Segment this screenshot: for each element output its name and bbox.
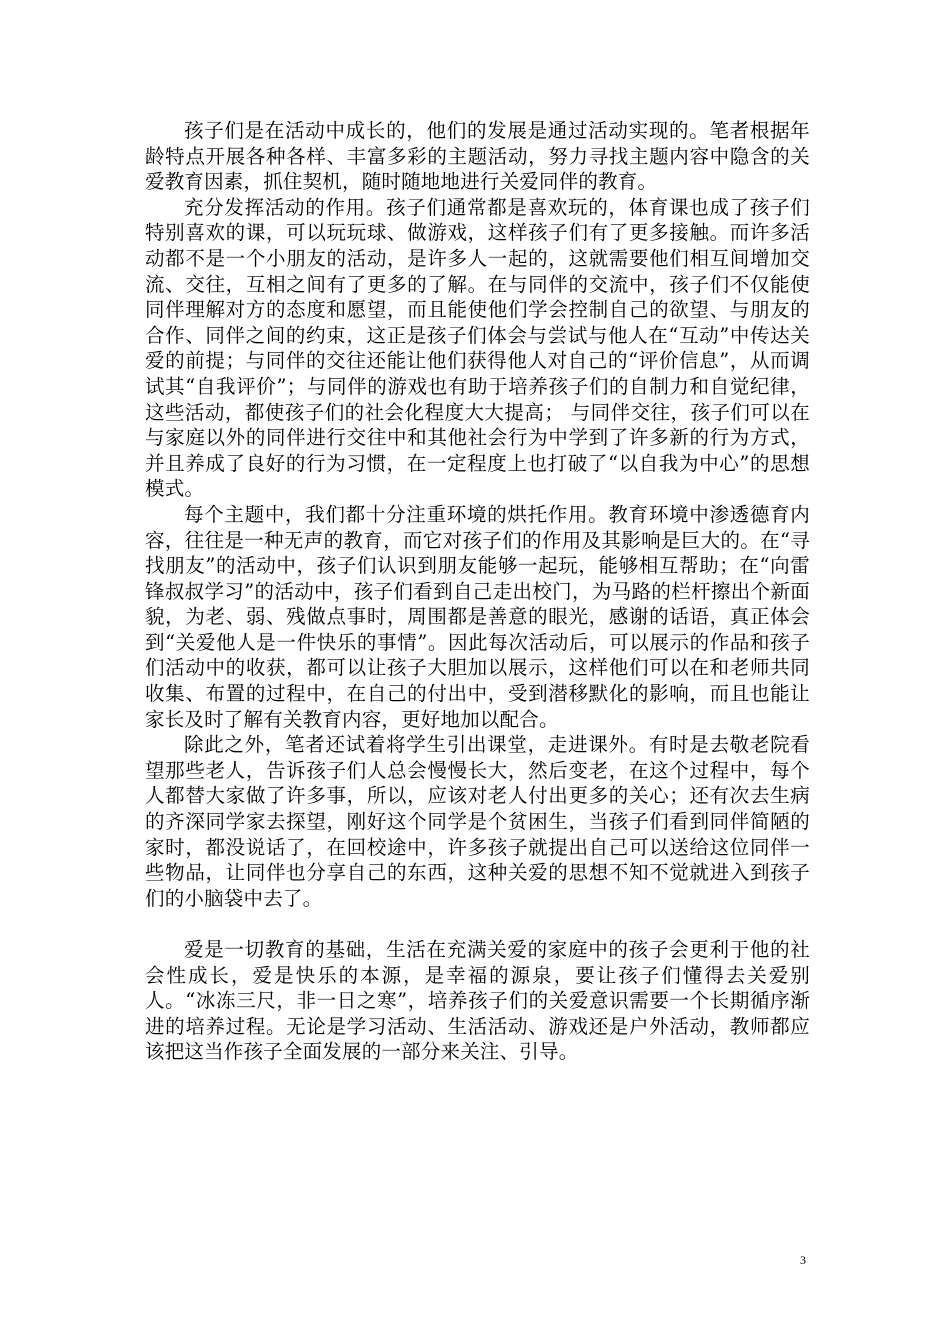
paragraph-gap: [145, 911, 810, 937]
paragraph-environment: 每个主题中，我们都十分注重环境的烘托作用。教育环境中渗透德育内容，往往是一种无声的教育，而它对孩子们的作用及其影响是巨大的。在“寻找朋友”的活动中，孩子们认识到朋友能够一起玩，能够相互帮助；在“向雷锋叔叔学习”的活动中，孩子们看到自己走出校门，为马路的栏杆擦出个新面貌，为老、弱、残做点事时，周围都是善意的眼光，感谢的话语，真正体会到“关爱他人是一件快乐的事情”。因此每次活动后，可以展示的作品和孩子们活动中的收获，都可以让孩子大胆加以展示，这样他们可以在和老师共同收集、布置的过程中，在自己的付出中，受到潜移默化的影响，而且也能让家长及时了解有关教育内容，更好地加以配合。: [145, 502, 810, 731]
page-number: 3: [800, 1253, 806, 1267]
paragraph-activity-role: 充分发挥活动的作用。孩子们通常都是喜欢玩的，体育课也成了孩子们特别喜欢的课，可以玩玩球、做游戏，这样孩子们有了更多接触。而许多活动都不是一个小朋友的活动，是许多人一起的，这就需要他们相互间增加交流、交往，互相之间有了更多的了解。在与同伴的交流中，孩子们不仅能使同伴理解对方的态度和愿望，而且能使他们学会控制自己的欲望、与朋友的合作、同伴之间的约束，这正是孩子们体会与尝试与他人在“互动”中传达关爱的前提；与同伴的交往还能让他们获得他人对自己的“评价信息”，从而调试其“自我评价”；与同伴的游戏也有助于培养孩子们的自制力和自觉纪律，这些活动，都使孩子们的社会化程度大大提高； 与同伴交往，孩子们可以在与家庭以外的同伴进行交往中和其他社会行为中学到了许多新的行为方式，并且养成了良好的行为习惯，在一定程度上也打破了“以自我为中心”的思想模式。: [145, 195, 810, 501]
paragraph-activities-growth: 孩子们是在活动中成长的，他们的发展是通过活动实现的。笔者根据年龄特点开展各种各样、丰富多彩的主题活动，努力寻找主题内容中隐含的关爱教育因素，抓住契机，随时随地地进行关爱同伴的教育。: [145, 119, 810, 194]
paragraph-outside-class: 除此之外，笔者还试着将学生引出课堂，走进课外。有时是去敬老院看望那些老人，告诉孩子们人总会慢慢长大，然后变老，在这个过程中，每个人都替大家做了许多事，所以，应该对老人付出更多的关心；还有次去生病的齐深同学家去探望，刚好这个同学是个贫困生，当孩子们看到同伴简陋的家时，都没说话了，在回校途中，许多孩子就提出自己可以送给这位同伴一些物品，让同伴也分享自己的东西，这种关爱的思想不知不觉就进入到孩子们的小脑袋中去了。: [145, 733, 810, 910]
document-body: [145, 118, 810, 1065]
paragraph-conclusion: 爱是一切教育的基础，生活在充满关爱的家庭中的孩子会更利于他的社会性成长，爱是快乐的本源，是幸福的源泉，要让孩子们懂得去关爱别人。“冰冻三尺，非一日之寒”，培养孩子们的关爱意识需要一个长期循序渐进的培养过程。无论是学习活动、生活活动、游戏还是户外活动，教师都应该把这当作孩子全面发展的一部分来关注、引导。: [145, 938, 810, 1064]
